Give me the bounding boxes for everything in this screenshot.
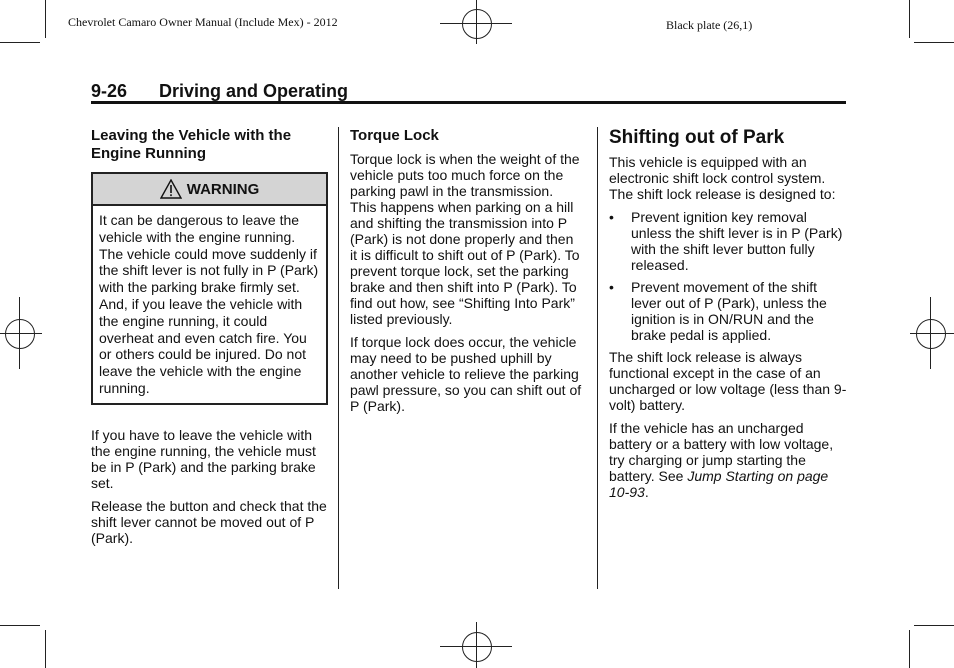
crop-mark <box>45 0 46 38</box>
warning-label: WARNING <box>186 180 260 198</box>
paragraph: Torque lock is when the weight of the vehicle puts too much force on the parking pawl in the transmission. This happens when parking on a hill and shifting the transmission into P (Park) is not done properly and then it is difficult to shift out of P (Park). To prevent torque lock, set the parking brake and then shift into P (Park). To find out how, see “Shifting Into Park” listed previously. <box>350 151 580 327</box>
warning-header <box>93 174 326 206</box>
warning-icon <box>160 179 182 199</box>
column-divider <box>338 127 339 589</box>
column-divider <box>597 127 598 589</box>
column-1 <box>91 127 329 553</box>
column-3 <box>609 127 847 507</box>
page-number: 9-26 <box>91 81 128 101</box>
paragraph: The shift lock release is always functional except in the case of an uncharged or low voltage (less than 9-volt) battery. <box>609 349 847 413</box>
paragraph: If torque lock does occur, the vehicle may need to be pushed uphill by another vehicle to relieve the parking pawl pressure, so you can shift out of P (Park). <box>350 334 582 414</box>
crop-mark <box>45 630 46 668</box>
crop-mark <box>0 42 40 43</box>
plate-label: Black plate (26,1) <box>666 18 753 32</box>
column-2 <box>350 127 582 421</box>
paragraph: Release the button and check that the shift lever cannot be moved out of P (Park). <box>91 497 327 546</box>
crop-mark <box>909 630 910 668</box>
section-heading: Torque Lock <box>350 127 439 144</box>
warning-box <box>91 172 328 405</box>
cross-reference-link[interactable]: Jump Starting on page 10-93 <box>609 468 829 500</box>
bullet-marker: • <box>609 209 614 225</box>
bullet-list <box>609 209 847 343</box>
section-heading: Leaving the Vehicle with the Engine Running <box>91 127 292 162</box>
crop-mark <box>914 42 954 43</box>
list-item: • Prevent movement of the shift lever out of P (Park), unless the ignition is in ON/RUN and the brake pedal is applied. <box>609 279 827 343</box>
list-item: • Prevent ignition key removal unless the shift lever is in P (Park) with the shift lever button fully released. <box>609 209 843 273</box>
crop-mark <box>0 625 40 626</box>
section-heading: Shifting out of Park <box>609 127 785 148</box>
crop-mark <box>914 625 954 626</box>
bullet-marker: • <box>609 279 614 295</box>
section-title: Driving and Operating <box>159 81 349 101</box>
paragraph: This vehicle is equipped with an electronic shift lock control system. The shift lock release is designed to: <box>609 154 836 202</box>
manual-title: Chevrolet Camaro Owner Manual (Include Mex) - 2012 <box>68 15 338 29</box>
paragraph: If you have to leave the vehicle with the engine running, the vehicle must be in P (Park) and the parking brake set. <box>91 426 316 491</box>
crop-mark <box>909 0 910 38</box>
header-rule <box>91 101 846 104</box>
warning-text: It can be dangerous to leave the vehicle with the engine running. The vehicle could move suddenly if the shift lever is not fully in P (Park) with the parking brake firmly set. And, if you leave the vehicle with the engine running, it could overheat and even catch fire. You or others could be injured. Do not leave the vehicle with the engine running. <box>99 212 319 396</box>
paragraph: If the vehicle has an uncharged battery or a battery with low voltage, try charging or jump starting the battery. See Jump Starting on page 10-93. <box>609 420 834 500</box>
